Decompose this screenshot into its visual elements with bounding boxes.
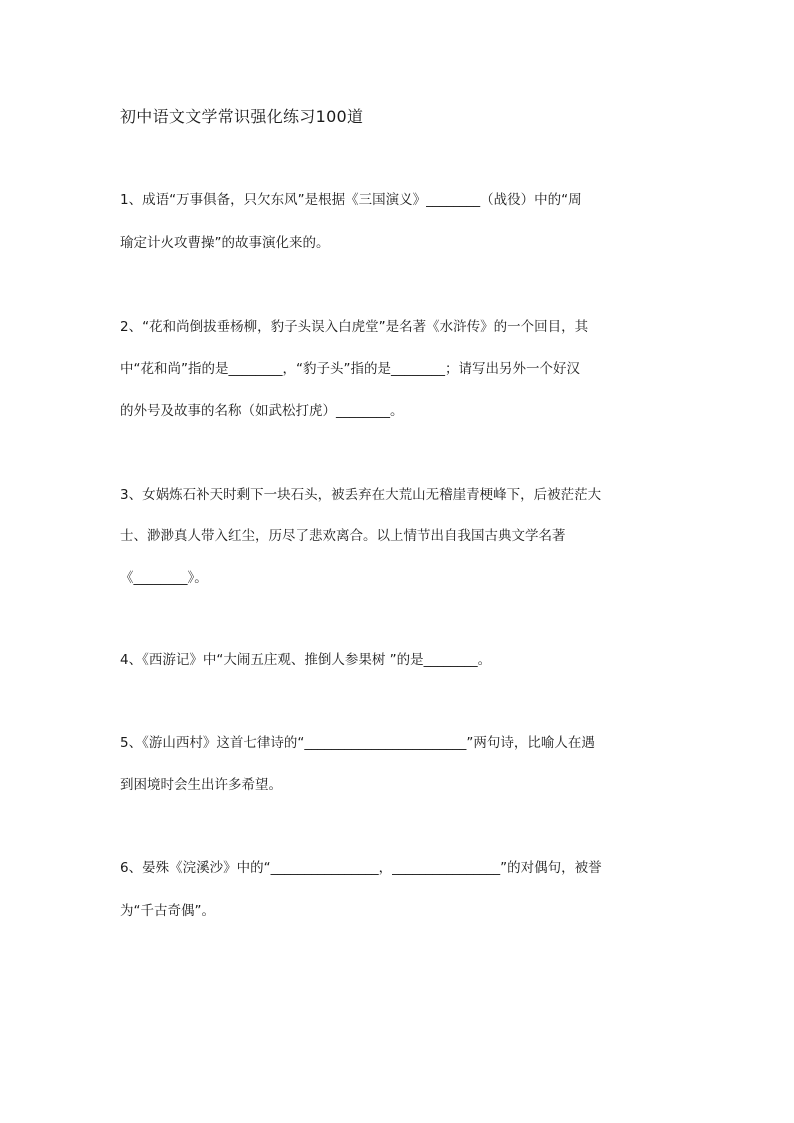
- question-5-line-1: 5、《游山西村》这首七律诗的“________________________”两句诗，比喻人在遇: [120, 735, 595, 751]
- question-2-line-2: 中“花和尚”指的是________，“豹子头”指的是________；请写出另外一个好汉: [120, 361, 580, 377]
- question-4-line-1: 4、《西游记》中“大闹五庄观、推倒人参果树 ”的是________。: [120, 652, 492, 668]
- question-2-line-1: 2、“花和尚倒拔垂杨柳，豹子头误入白虎堂”是名著《水浒传》的一个回目，其: [120, 319, 589, 335]
- question-3-line-2: 士、渺渺真人带入红尘，历尽了悲欢离合。以上情节出自我国古典文学名著: [120, 528, 566, 544]
- question-5-line-2: 到困境时会生出许多希望。: [120, 777, 282, 793]
- question-1-line-1: 1、成语“万事俱备，只欠东风”是根据《三国演义》________（战役）中的“周: [120, 192, 582, 208]
- question-6-line-2: 为“千古奇偶”。: [120, 903, 215, 919]
- question-6-line-1: 6、晏殊《浣溪沙》中的“________________，________________”的对偶句，被誉: [120, 860, 602, 876]
- question-2-line-3: 的外号及故事的名称（如武松打虎）________。: [120, 403, 404, 419]
- question-3-line-3: 《________》。: [120, 570, 208, 586]
- question-1-line-2: 瑜定计火攻曹操”的故事演化来的。: [120, 235, 330, 251]
- document-title: 初中语文文学常识强化练习100道: [120, 107, 364, 126]
- question-3-line-1: 3、女娲炼石补天时剩下一块石头，被丢弃在大荒山无稽崖青梗峰下，后被茫茫大: [120, 487, 602, 503]
